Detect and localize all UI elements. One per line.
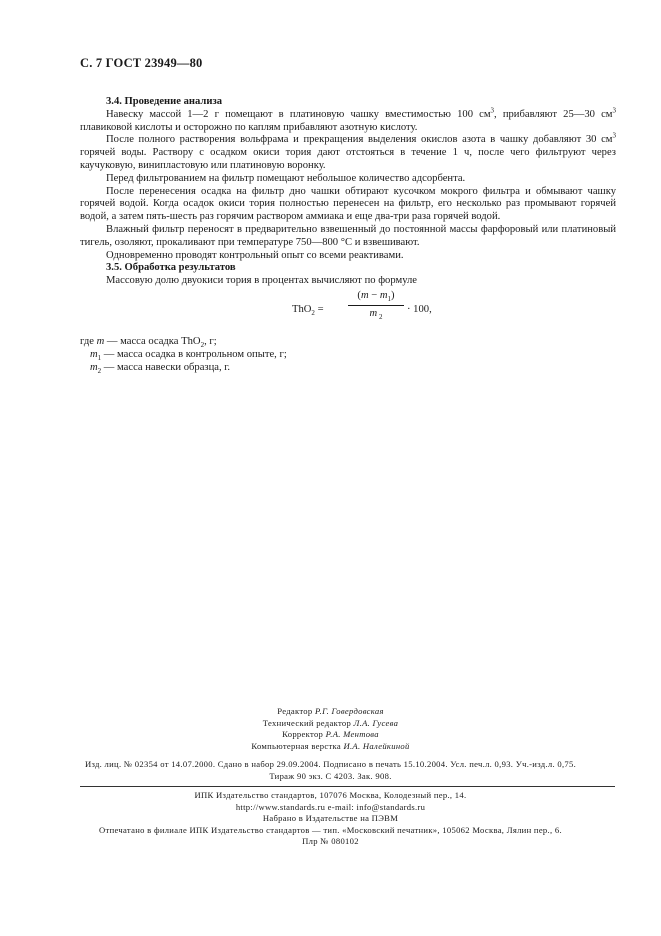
paragraph: Влажный фильтр переносят в предварительно взвешенный до постоянной массы фарфоровый или платиновый тигель, озоляют, прокаливают при температуре 750—800 °С и взвешивают. xyxy=(80,223,616,248)
imprint-details xyxy=(0,759,661,782)
formula xyxy=(80,290,616,332)
divider xyxy=(80,786,615,787)
tech-editor-line: Технический редактор Л.А. Гусева xyxy=(262,717,399,728)
print-run: Тираж 90 экз. С 4203. Зак. 908. xyxy=(269,770,392,781)
license-number: Плр № 080102 xyxy=(302,836,359,847)
publisher-address: ИПК Издательство стандартов, 107076 Москва, Колодезный пер., 14. xyxy=(194,790,467,800)
formula-lhs: ThO$_2$ = xyxy=(292,303,324,318)
imprint-credits xyxy=(0,706,661,752)
corrector-line: Корректор Р.А. Ментова xyxy=(282,729,379,740)
paragraph: Перед фильтрованием на фильтр помещают небольшое количество адсорбента. xyxy=(106,172,466,184)
paragraph: Навеску массой 1—2 г помещают в платиновую чашку вместимостью 100 $см^3$, прибавляют 25—30 $см^3$ плавиковой кислоты и осторожно по каплям прибавляют азотную кислоту. xyxy=(80,106,616,133)
paragraph: Массовую долю двуокиси тория в процентах вычисляют по формуле xyxy=(106,275,418,287)
document-body xyxy=(80,96,616,374)
section-3-5-title: 3.5. Обработка результатов xyxy=(106,262,236,274)
formula-rhs: · 100, xyxy=(407,303,432,315)
definition-m1: $m_1$ — масса осадка в контрольном опыте, г; xyxy=(90,348,287,362)
typeset-note: Набрано в Издательстве на ПЭВМ xyxy=(262,813,399,824)
imprint-publisher xyxy=(0,790,661,848)
paragraph: Одновременно проводят контрольный опыт со всеми реактивами. xyxy=(106,249,404,261)
page-header: С. 7 ГОСТ 23949—80 xyxy=(80,56,203,70)
definition-m2: $m_2$ — масса навески образца, г. xyxy=(90,361,231,375)
formula-fraction xyxy=(348,290,404,321)
paragraph: После перенесения осадка на фильтр дно чашки обтирают кусочком мокрого фильтра и обмывают чашку горячей водой. Когда осадок окиси тория полностью перенесен на фильтр, его несколько раз промывают горячей водой, а затем пять-шесть раз горячим раствором аммиака и еще два-три раза горячей водой. xyxy=(80,185,616,223)
printer-note: Отпечатано в филиале ИПК Издательство стандартов — тип. «Московский печатник», 105062 Москва, Лялин пер., 6. xyxy=(99,824,562,835)
formula-denominator: m $_2$ xyxy=(369,307,383,321)
publisher-contacts: http://www.standards.ru e-mail: info@standards.ru xyxy=(235,801,426,812)
layout-line: Компьютерная верстка И.А. Налейкиной xyxy=(251,740,410,751)
variable-definitions xyxy=(80,336,616,374)
paragraph: После полного растворения вольфрама и прекращения выделения окислов азота в чашку добавляют 30 $см^3$ горячей воды. Раствору с осадком окиси тория дают отстояться в течение 1 ч, после чего фильтруют через каучуковую, винипластовую или платиновую воронку. xyxy=(80,131,616,171)
publication-details: Изд. лиц. № 02354 от 14.07.2000. Сдано в набор 29.09.2004. Подписано в печать 15.10.2004. Усл. печ.л. 0,93. Уч.-изд.л. 0,75. xyxy=(84,759,577,769)
definition-m: где m — масса осадка ThO$_2$, г; xyxy=(80,335,217,350)
editor-line: Редактор Р.Г. Говердовская xyxy=(277,706,384,716)
formula-numerator: $(m - m_1)$ xyxy=(348,290,404,306)
section-3-4-title: 3.4. Проведение анализа xyxy=(106,96,222,107)
